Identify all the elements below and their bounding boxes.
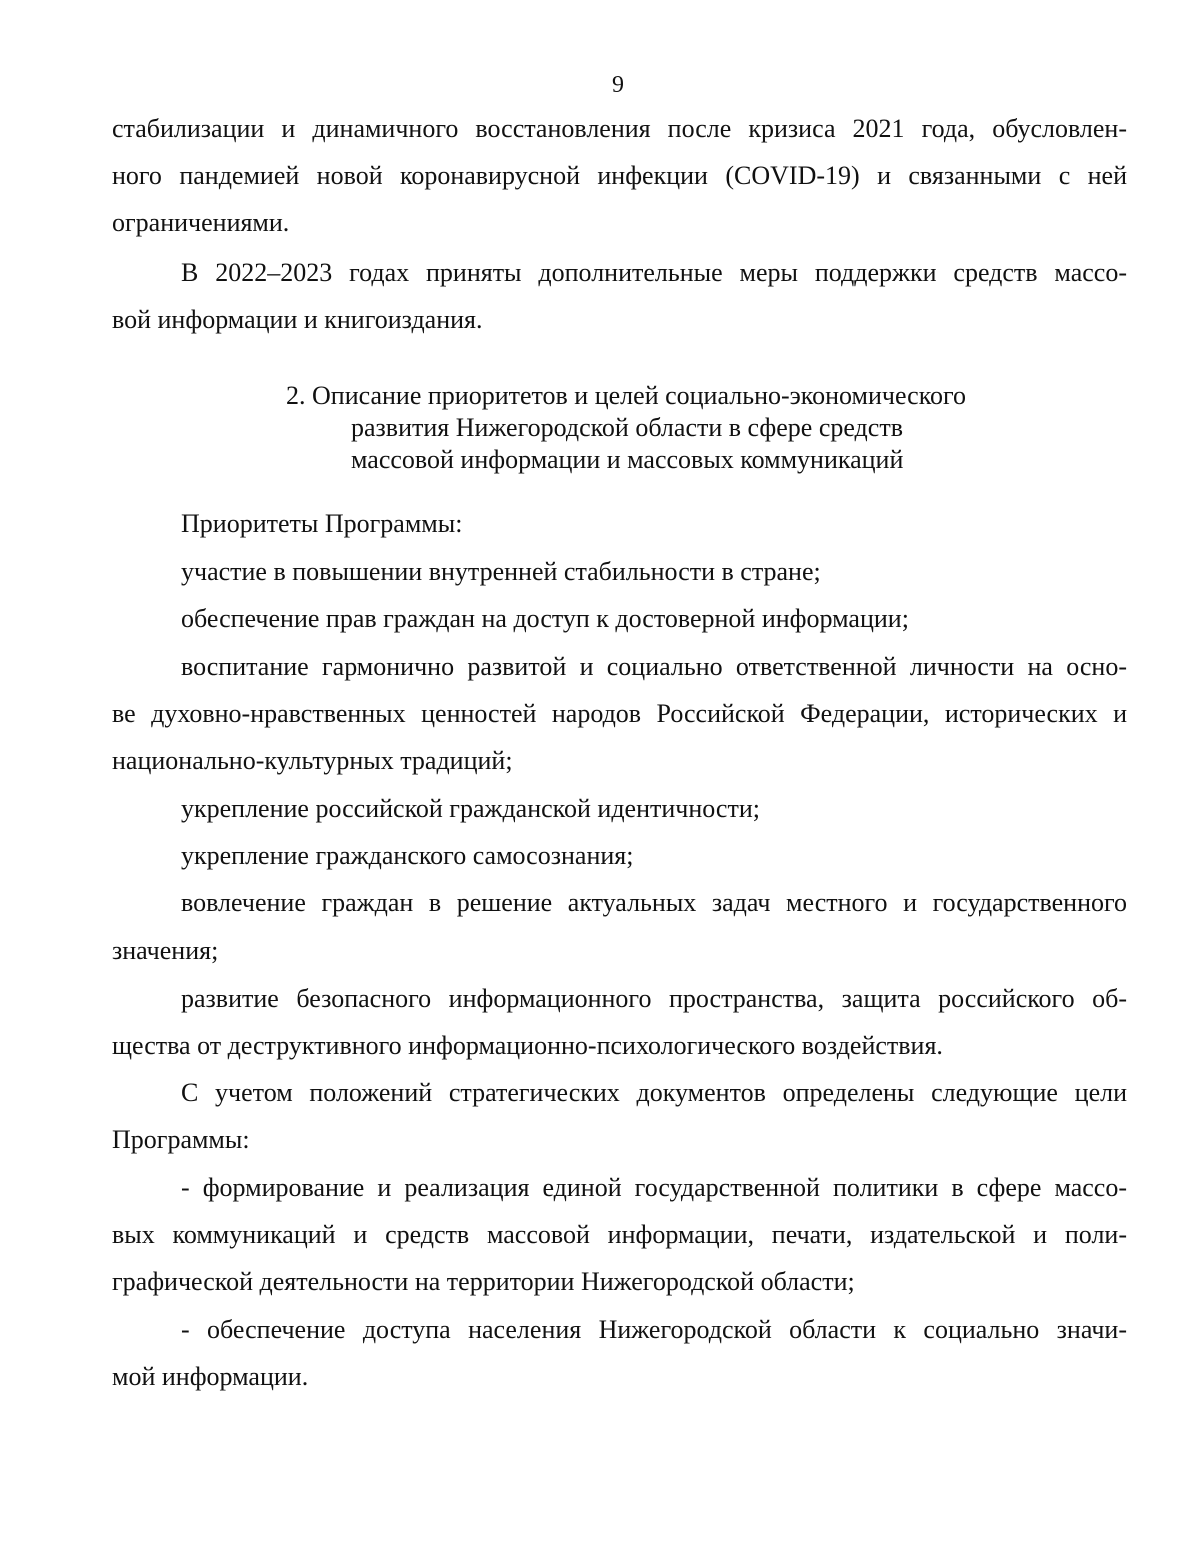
goal-item-1-line-3: графической деятельности на территории Нижегородской области; [112, 1267, 855, 1296]
priority-item-4: укрепление российской гражданской идентичности; [181, 794, 760, 823]
priority-item-3-line-3: национально-культурных традиций; [112, 746, 513, 775]
priority-item-6-line-2: значения; [112, 936, 219, 965]
goals-intro-line-2: Программы: [112, 1125, 250, 1154]
priority-item-1: участие в повышении внутренней стабильности в стране; [181, 557, 821, 586]
goal-item-1-line-2: вых коммуникаций и средств массовой информации, печати, издательской и поли- [112, 1220, 1127, 1249]
section-heading-line-1: 2. Описание приоритетов и целей социально-экономического [286, 381, 967, 410]
paragraph-1-line-3: ограничениями. [112, 208, 290, 237]
priority-item-3-line-1: воспитание гармонично развитой и социально ответственной личности на осно- [181, 652, 1127, 681]
goal-item-1-line-1: - формирование и реализация единой государственной политики в сфере массо- [181, 1173, 1127, 1202]
paragraph-2-line-1: В 2022–2023 годах приняты дополнительные меры поддержки средств массо- [181, 258, 1127, 287]
goal-item-2-line-2: мой информации. [112, 1362, 309, 1391]
priority-item-6-line-1: вовлечение граждан в решение актуальных задач местного и государственного [181, 888, 1127, 917]
paragraph-1-line-1: стабилизации и динамичного восстановления после кризиса 2021 года, обусловлен- [112, 114, 1127, 143]
priorities-title: Приоритеты Программы: [181, 509, 463, 538]
priority-item-7-line-1: развитие безопасного информационного пространства, защита российского об- [181, 984, 1127, 1013]
goal-item-2-line-1: - обеспечение доступа населения Нижегородской области к социально значи- [181, 1315, 1127, 1344]
paragraph-1-line-2: ного пандемией новой коронавирусной инфекции (COVID-19) и связанными с ней [112, 161, 1127, 190]
priority-item-5: укрепление гражданского самосознания; [181, 841, 634, 870]
page-number: 9 [612, 72, 624, 98]
priority-item-7-line-2: щества от деструктивного информационно-психологического воздействия. [112, 1031, 943, 1060]
priority-item-3-line-2: ве духовно-нравственных ценностей народов Российской Федерации, исторических и [112, 699, 1127, 728]
section-heading-line-3: массовой информации и массовых коммуникаций [351, 445, 904, 474]
goals-intro-line-1: С учетом положений стратегических документов определены следующие цели [181, 1078, 1127, 1107]
section-heading-line-2: развития Нижегородской области в сфере средств [351, 413, 903, 442]
priority-item-2: обеспечение прав граждан на доступ к достоверной информации; [181, 604, 909, 633]
paragraph-2-line-2: вой информации и книгоиздания. [112, 305, 483, 334]
